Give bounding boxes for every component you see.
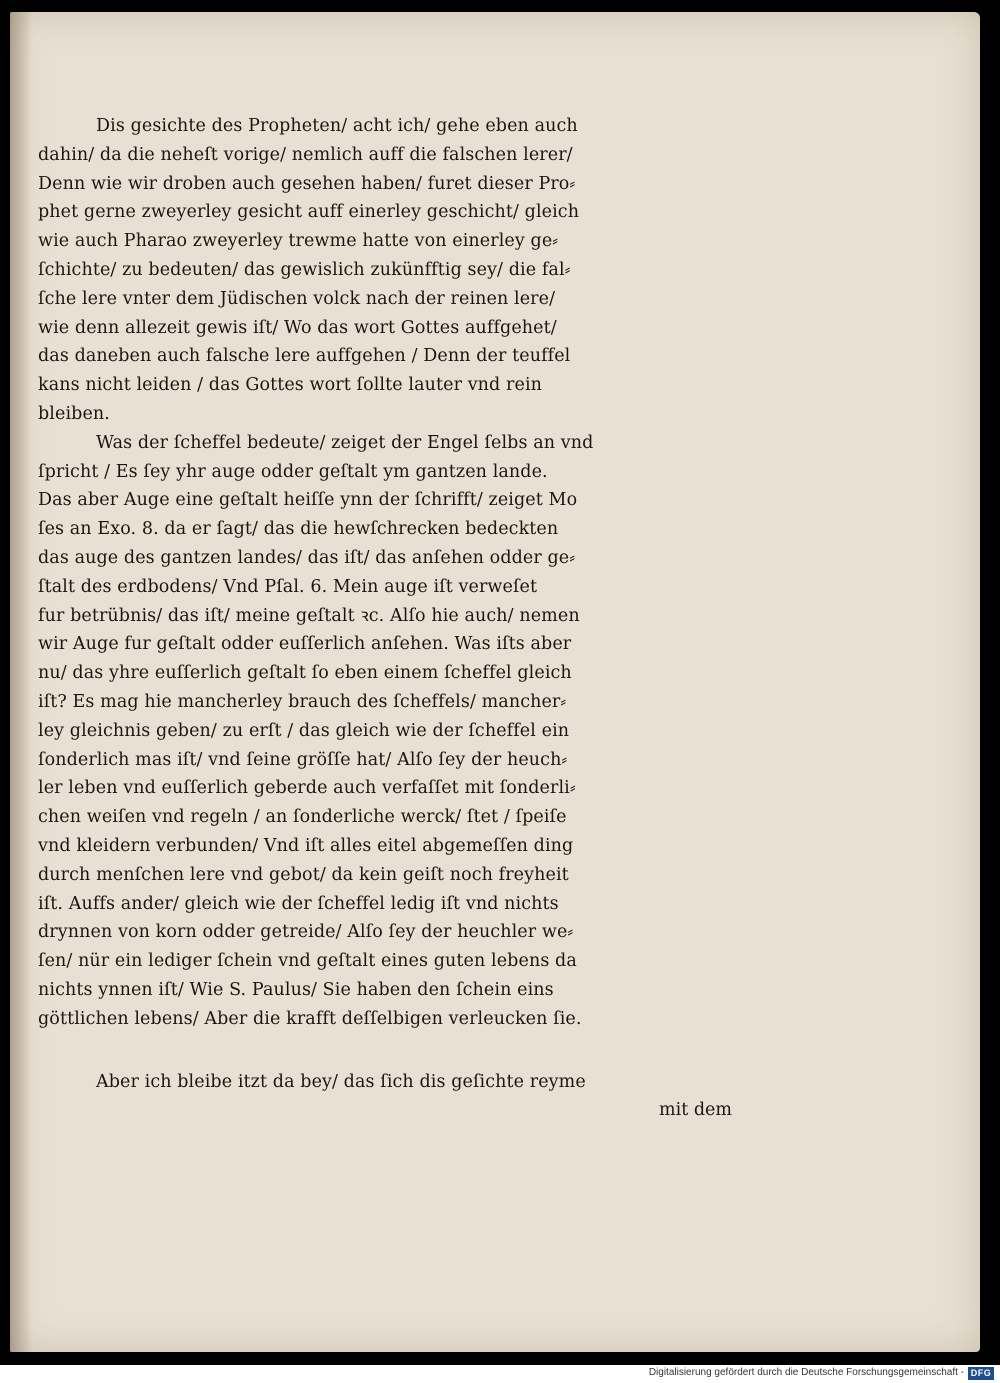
page-spine-shadow	[10, 12, 32, 1352]
footer-credit: Digitalisierung gefördert durch die Deutsche Forschungsgemeinschaft -	[648, 1367, 964, 1378]
text-line: nichts ynnen iſt/ Wie S. Paulus/ Sie haben den ſchein eins	[38, 979, 554, 1000]
text-line: bleiben.	[38, 403, 110, 424]
text-line: Denn wie wir droben auch gesehen haben/ furet dieser Pro⸗	[38, 173, 576, 194]
paragraph-2	[38, 429, 738, 1034]
text-line: vnd kleidern verbunden/ Vnd iſt alles eitel abgemeſſen ding	[38, 835, 574, 856]
paragraph-gap	[38, 1034, 738, 1068]
text-line: iſt? Es mag hie mancherley brauch des ſcheffels/ mancher⸗	[38, 691, 567, 712]
paragraph-3	[38, 1068, 738, 1097]
text-line: drynnen von korn odder getreide/ Alſo ſey der heuchler we⸗	[38, 922, 574, 943]
catchword: mit dem	[659, 1100, 732, 1121]
text-line: ſonderlich mas iſt/ vnd ſeine gröſſe hat/ Alſo ſey der heuch⸗	[38, 749, 568, 770]
text-line: chen weiſen vnd regeln / an ſonderliche werck/ ſtet / ſpeiſe	[38, 807, 567, 828]
text-line: ſche lere vnter dem Jüdischen volck nach der reinen lere/	[38, 288, 556, 309]
text-line: wir Auge fur geſtalt odder euſſerlich anſehen. Was iſts aber	[38, 634, 572, 655]
text-line: das daneben auch falsche lere auffgehen / Denn der teuffel	[38, 346, 571, 367]
text-line: Aber ich bleibe itzt da bey/ das ſich dis geſichte reyme	[96, 1071, 586, 1092]
text-line: ley gleichnis geben/ zu erſt / das gleich wie der ſcheffel ein	[38, 720, 570, 741]
dfg-logo-icon: DFG	[968, 1367, 994, 1380]
text-line: ſes an Exo. 8. da er ſagt/ das die hewſchrecken bedeckten	[38, 519, 559, 540]
text-line: ſpricht / Es ſey yhr auge odder geſtalt ym gantzen lande.	[38, 461, 548, 482]
text-line: durch menſchen lere vnd gebot/ da kein geiſt noch freyheit	[38, 864, 569, 885]
text-line: Was der ſcheffel bedeute/ zeiget der Engel ſelbs an vnd	[96, 432, 594, 453]
text-line: fur betrübnis/ das iſt/ meine geſtalt ꝛc. Alſo hie auch/ nemen	[38, 605, 580, 626]
text-line: ſen/ nür ein lediger ſchein vnd geſtalt eines guten lebens da	[38, 951, 577, 972]
text-line: göttlichen lebens/ Aber die krafft deſſelbigen verleucken ſie.	[38, 1008, 582, 1029]
text-line: das auge des gantzen landes/ das iſt/ das anſehen odder ge⸗	[38, 547, 576, 568]
text-line: kans nicht leiden / das Gottes wort ſollte lauter vnd rein	[38, 375, 543, 396]
text-line: Dis gesichte des Propheten/ acht ich/ gehe eben auch	[96, 116, 578, 136]
book-page	[10, 12, 980, 1352]
text-line: ſtalt des erdbodens/ Vnd Pſal. 6. Mein auge iſt verweſet	[38, 576, 538, 597]
text-line: iſt. Auffs ander/ gleich wie der ſcheffel ledig iſt vnd nichts	[38, 893, 559, 914]
text-line: dahin/ da die neheſt vorige/ nemlich auff die falschen lerer/	[38, 144, 573, 165]
text-line: wie denn allezeit gewis iſt/ Wo das wort Gottes auffgehet/	[38, 317, 557, 338]
text-line: ſchichte/ zu bedeuten/ das gewislich zukünfftig sey/ die fal⸗	[38, 259, 571, 280]
paragraph-1	[38, 112, 738, 429]
text-line: ler leben vnd euſſerlich geberde auch verfaſſet mit ſonderli⸗	[38, 778, 576, 799]
footer	[0, 1365, 1000, 1383]
text-block	[38, 112, 738, 1125]
text-line: Das aber Auge eine geſtalt heiſſe ynn der ſchrifft/ zeiget Mo	[38, 490, 578, 511]
text-line: wie auch Pharao zweyerley trewme hatte von einerley ge⸗	[38, 231, 559, 252]
text-line: phet gerne zweyerley gesicht auff einerley geschicht/ gleich	[38, 202, 580, 223]
text-line: nu/ das yhre euſſerlich geſtalt ſo eben einem ſcheffel gleich	[38, 663, 572, 684]
